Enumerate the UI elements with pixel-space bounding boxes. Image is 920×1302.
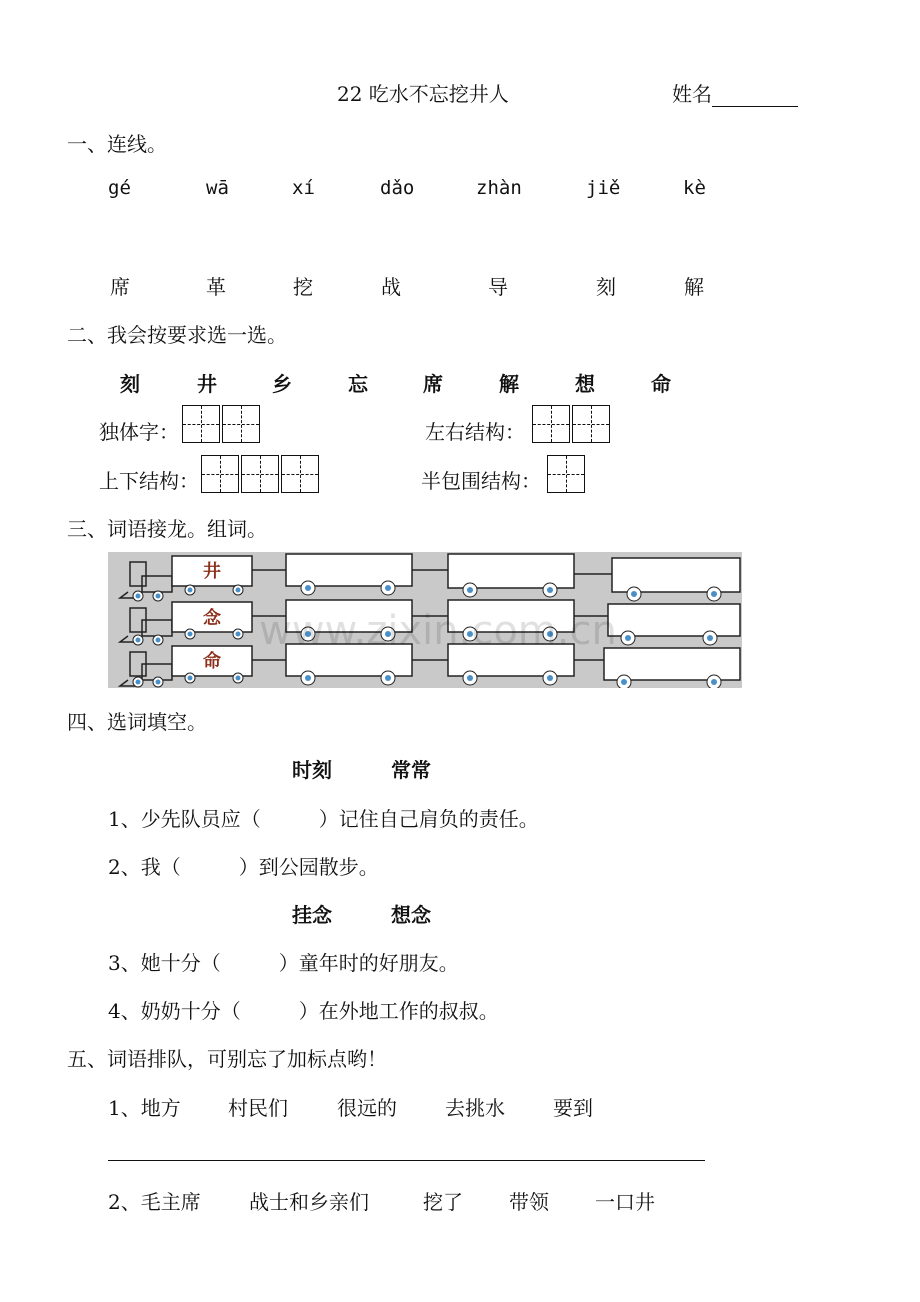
train-char-3: 命 [203,651,221,672]
match-char-2: 革 [206,275,226,299]
select-char-8: 命 [651,372,671,396]
writing-cell[interactable] [182,405,220,443]
word-option-3: 挂念 [292,903,332,927]
q1-word-2: 村民们 [228,1096,288,1120]
q2-word-5: 一口井 [595,1190,655,1214]
match-char-5: 导 [488,275,508,299]
writing-cell[interactable] [201,455,239,493]
fill-sentence-1 [108,803,539,832]
q2-word-1: 2、毛主席 [108,1190,201,1214]
sentence-3-pre: 3、她十分（ [108,951,221,975]
train-char-1: 井 [203,561,221,582]
match-char-3: 挖 [293,275,313,299]
pinyin-4: dǎo [380,177,415,199]
sentence-4-post: ）在外地工作的叔叔。 [298,999,499,1023]
fill-sentence-3 [108,947,459,976]
sentence-2-pre: 2、我（ [108,855,181,879]
select-char-3: 乡 [272,372,292,396]
select-char-7: 想 [575,372,595,396]
sentence-3-post: ）童年时的好朋友。 [278,951,459,975]
select-char-4: 忘 [348,372,368,396]
writing-cell[interactable] [547,455,585,493]
q1-word-1: 1、地方 [108,1096,181,1120]
train-image [108,552,742,688]
worksheet-title: 22 吃水不忘挖井人 [337,82,509,106]
name-blank-line[interactable] [712,84,798,107]
pinyin-5: zhàn [476,177,522,199]
match-char-4: 战 [381,275,401,299]
name-field[interactable] [672,78,798,107]
writing-cell[interactable] [241,455,279,493]
shangxia-label: 上下结构： [99,469,199,493]
q2-word-4: 带领 [509,1190,549,1214]
select-char-2: 井 [197,372,217,396]
q2-word-3: 挖了 [423,1190,463,1214]
answer-line[interactable] [108,1160,705,1161]
pinyin-7: kè [683,177,706,199]
word-option-4: 想念 [391,903,431,927]
shangxia-grid[interactable] [201,455,321,493]
q1-word-5: 要到 [553,1096,593,1120]
match-char-1: 席 [110,275,130,299]
pinyin-6: jiě [586,177,621,199]
sentence-1-pre: 1、少先队员应（ [108,807,261,831]
fill-sentence-2 [108,851,379,880]
word-option-1: 时刻 [292,758,332,782]
train-char-2: 念 [203,608,221,629]
sentence-2-post: ）到公园散步。 [238,855,379,879]
section-1-heading: 一、连线。 [67,132,167,156]
dutizi-label: 独体字： [99,420,179,444]
writing-cell[interactable] [532,405,570,443]
writing-cell[interactable] [572,405,610,443]
pinyin-3: xí [292,177,315,199]
match-char-6: 刻 [596,275,616,299]
pinyin-2: wā [206,177,229,199]
writing-cell[interactable] [281,455,319,493]
writing-cell[interactable] [222,405,260,443]
select-char-1: 刻 [120,372,140,396]
word-option-2: 常常 [391,758,431,782]
zuoyou-grid[interactable] [532,405,612,443]
match-char-7: 解 [684,275,704,299]
section-5-heading: 五、词语排队，可别忘了加标点哟！ [67,1047,387,1071]
sentence-4-pre: 4、奶奶十分（ [108,999,241,1023]
section-2-heading: 二、我会按要求选一选。 [67,323,287,347]
q2-word-2: 战士和乡亲们 [249,1190,369,1214]
q1-word-4: 去挑水 [445,1096,505,1120]
banbaowei-label: 半包围结构： [421,469,541,493]
dutizi-grid[interactable] [182,405,262,443]
pinyin-1: gé [108,177,131,199]
fill-sentence-4 [108,995,499,1024]
sentence-1-post: ）记住自己肩负的责任。 [318,807,539,831]
section-3-heading: 三、词语接龙。组词。 [67,517,267,541]
q1-word-3: 很远的 [337,1096,397,1120]
select-char-5: 席 [423,372,443,396]
zuoyou-label: 左右结构： [425,420,525,444]
section-4-heading: 四、选词填空。 [67,710,207,734]
select-char-6: 解 [499,372,519,396]
watermark-text: www.zixin.com.cn [259,608,617,654]
banbaowei-grid[interactable] [547,455,587,493]
name-label: 姓名 [672,82,712,106]
